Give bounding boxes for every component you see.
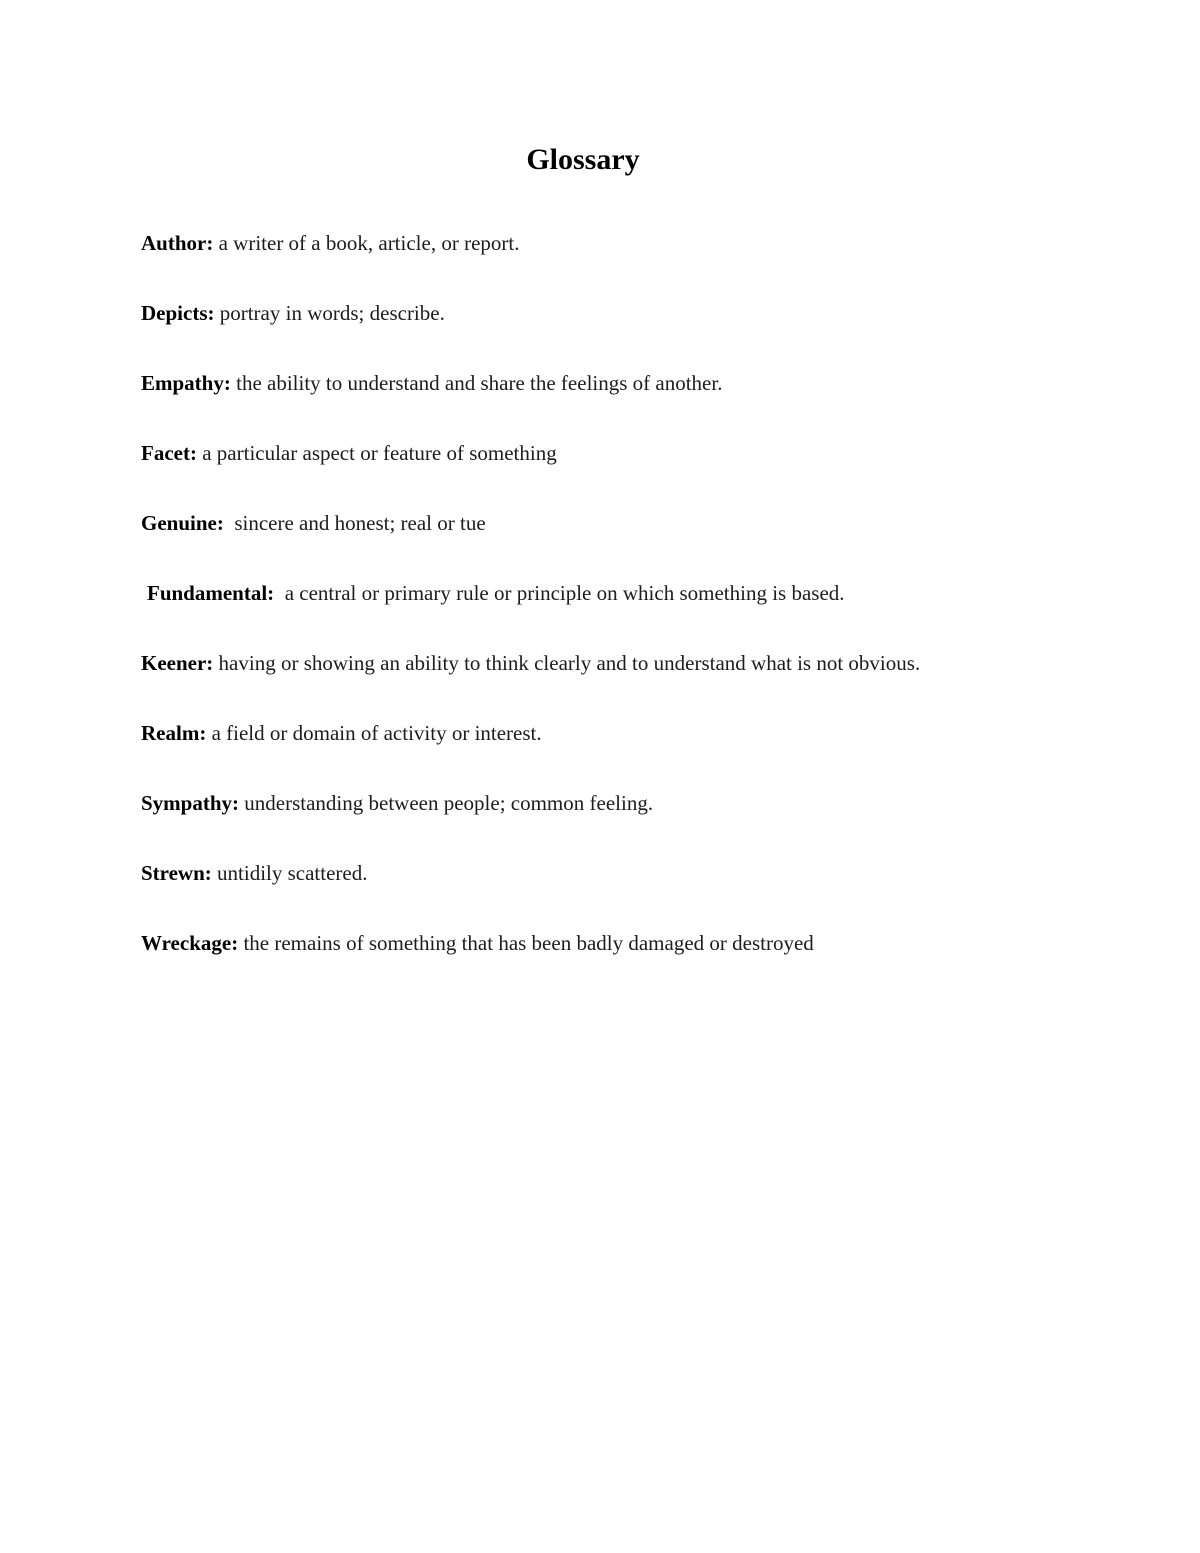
glossary-entry-genuine bbox=[141, 507, 1141, 577]
glossary-entry-depicts bbox=[141, 297, 1141, 367]
glossary-term: Fundamental: bbox=[147, 581, 275, 605]
glossary-entry-wreckage bbox=[141, 927, 1141, 997]
glossary-entry-realm bbox=[141, 717, 1141, 787]
glossary-term: Realm: bbox=[141, 721, 207, 745]
glossary-definition: a central or primary rule or principle on which something is based. bbox=[274, 581, 845, 605]
glossary-definition: sincere and honest; real or tue bbox=[223, 511, 486, 535]
glossary-definition: the remains of something that has been badly damaged or destroyed bbox=[238, 931, 814, 955]
glossary-entry-sympathy bbox=[141, 787, 1141, 857]
glossary-term: Wreckage: bbox=[141, 931, 239, 955]
glossary-term: Empathy: bbox=[141, 371, 231, 395]
glossary-term: Sympathy: bbox=[141, 791, 240, 815]
glossary-term: Strewn: bbox=[141, 861, 212, 885]
glossary-definition: understanding between people; common feeling. bbox=[239, 791, 654, 815]
glossary-definition: a field or domain of activity or interest. bbox=[206, 721, 542, 745]
glossary-entry-empathy bbox=[141, 367, 1141, 437]
glossary-term: Facet: bbox=[141, 441, 197, 465]
glossary-entry-fundamental bbox=[141, 577, 1141, 647]
glossary-term: Keener: bbox=[141, 651, 214, 675]
glossary-entry-keener bbox=[141, 647, 1141, 717]
glossary-entry-facet bbox=[141, 437, 1141, 507]
glossary-term: Author: bbox=[141, 231, 214, 255]
glossary-definition: a writer of a book, article, or report. bbox=[213, 231, 520, 255]
glossary-definition: the ability to understand and share the feelings of another. bbox=[230, 371, 723, 395]
glossary-definition: a particular aspect or feature of something bbox=[196, 441, 557, 465]
glossary-entry-author bbox=[141, 227, 1141, 297]
glossary-term: Genuine: bbox=[141, 511, 224, 535]
glossary-entry-strewn bbox=[141, 857, 1141, 927]
page-title: Glossary bbox=[526, 143, 640, 176]
glossary-term: Depicts: bbox=[141, 301, 215, 325]
glossary-definition: having or showing an ability to think clearly and to understand what is not obvious. bbox=[213, 651, 921, 675]
glossary-list bbox=[141, 227, 1141, 997]
glossary-definition: portray in words; describe. bbox=[214, 301, 445, 325]
glossary-definition: untidily scattered. bbox=[211, 861, 368, 885]
